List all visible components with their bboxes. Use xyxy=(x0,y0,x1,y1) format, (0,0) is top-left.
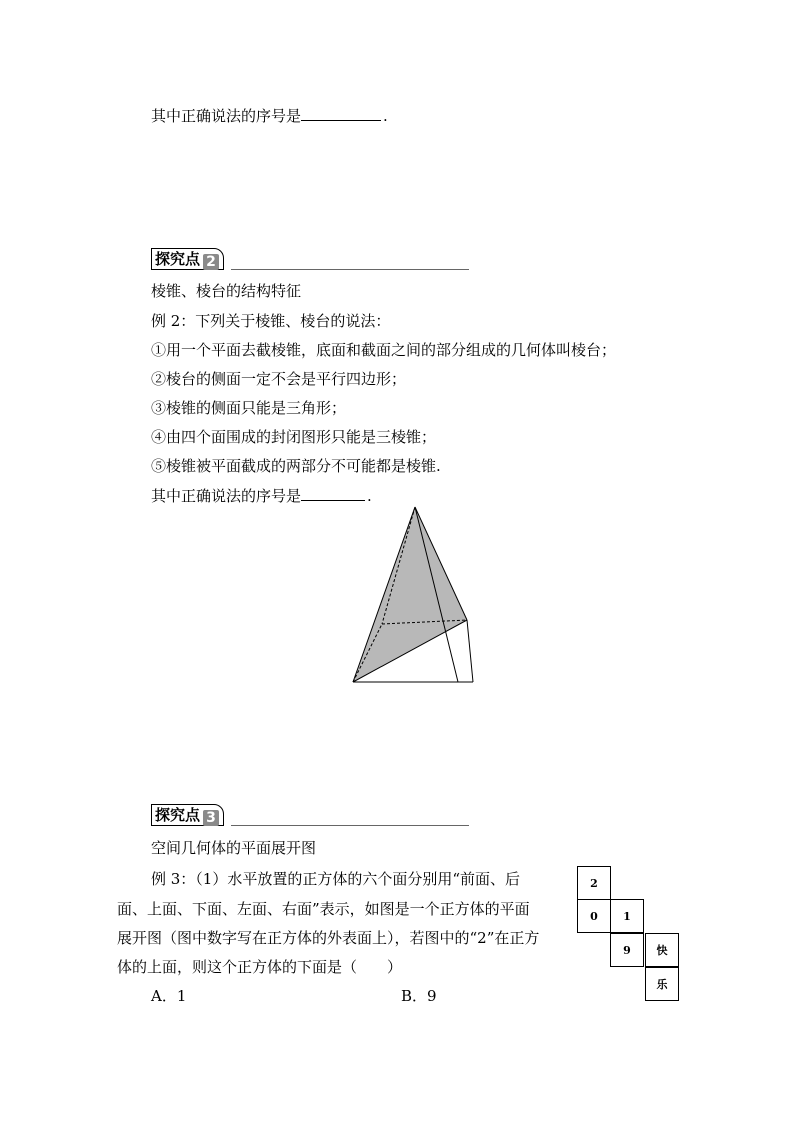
prev-question-text: 其中正确说法的序号是 xyxy=(151,107,302,125)
example-2-answer-blank[interactable] xyxy=(301,486,365,501)
section-3-rule xyxy=(231,825,469,826)
section-2-rule xyxy=(231,269,469,270)
example-2-item-3: ③棱锥的侧面只能是三角形； xyxy=(151,399,347,417)
section-2-topic: 棱锥、棱台的结构特征 xyxy=(151,282,302,300)
net-cell: 1 xyxy=(610,899,644,933)
example-2-item-4: ④由四个面围成的封闭图形只能是三棱锥； xyxy=(151,428,437,446)
net-cell: 乐 xyxy=(645,967,679,1001)
section-3-badge xyxy=(151,804,224,826)
prev-question-period: . xyxy=(383,107,388,125)
example-2-intro: 例 2：下列关于棱锥、棱台的说法： xyxy=(151,312,391,330)
section-2-badge-number: 2 xyxy=(203,254,219,270)
section-3-badge-text: 探究点 xyxy=(155,806,201,824)
option-a[interactable]: A．1 xyxy=(151,987,187,1005)
net-cell: 快 xyxy=(645,933,679,967)
net-cell: 2 xyxy=(577,866,611,900)
example-2-question-period: . xyxy=(367,487,372,505)
section-3-topic: 空间几何体的平面展开图 xyxy=(151,839,317,857)
example-2-item-2: ②棱台的侧面一定不会是平行四边形； xyxy=(151,370,407,388)
example-2-question xyxy=(151,486,372,506)
net-cell: 0 xyxy=(577,899,611,933)
section-2-header xyxy=(151,248,469,270)
example-3-line-3: 展开图（图中数字写在正方体的外表面上），若图中的“2”在正方 xyxy=(117,929,540,947)
prev-question-line xyxy=(151,106,388,126)
example-2-item-5: ⑤棱锥被平面截成的两部分不可能都是棱锥. xyxy=(151,457,441,475)
net-cell: 9 xyxy=(610,933,644,967)
example-2-item-1: ①用一个平面去截棱锥，底面和截面之间的部分组成的几何体叫棱台； xyxy=(151,341,617,359)
section-2-badge-text: 探究点 xyxy=(155,250,201,268)
example-3-line-4: 体的上面，则这个正方体的下面是（ ） xyxy=(117,958,403,976)
section-2-badge xyxy=(151,248,224,270)
answer-blank[interactable] xyxy=(301,106,381,121)
option-b[interactable]: B．9 xyxy=(401,987,437,1005)
pyramid-base-edge xyxy=(467,620,473,682)
example-3-line-2: 面、上面、下面、左面、右面”表示，如图是一个正方体的平面 xyxy=(117,900,530,918)
example-3-line-1: 例 3：（1）水平放置的正方体的六个面分别用“前面、后 xyxy=(151,870,521,888)
section-3-header xyxy=(151,804,469,826)
pyramid-figure xyxy=(340,500,490,695)
example-2-question-text: 其中正确说法的序号是 xyxy=(151,487,302,505)
section-3-badge-number: 3 xyxy=(203,810,219,826)
